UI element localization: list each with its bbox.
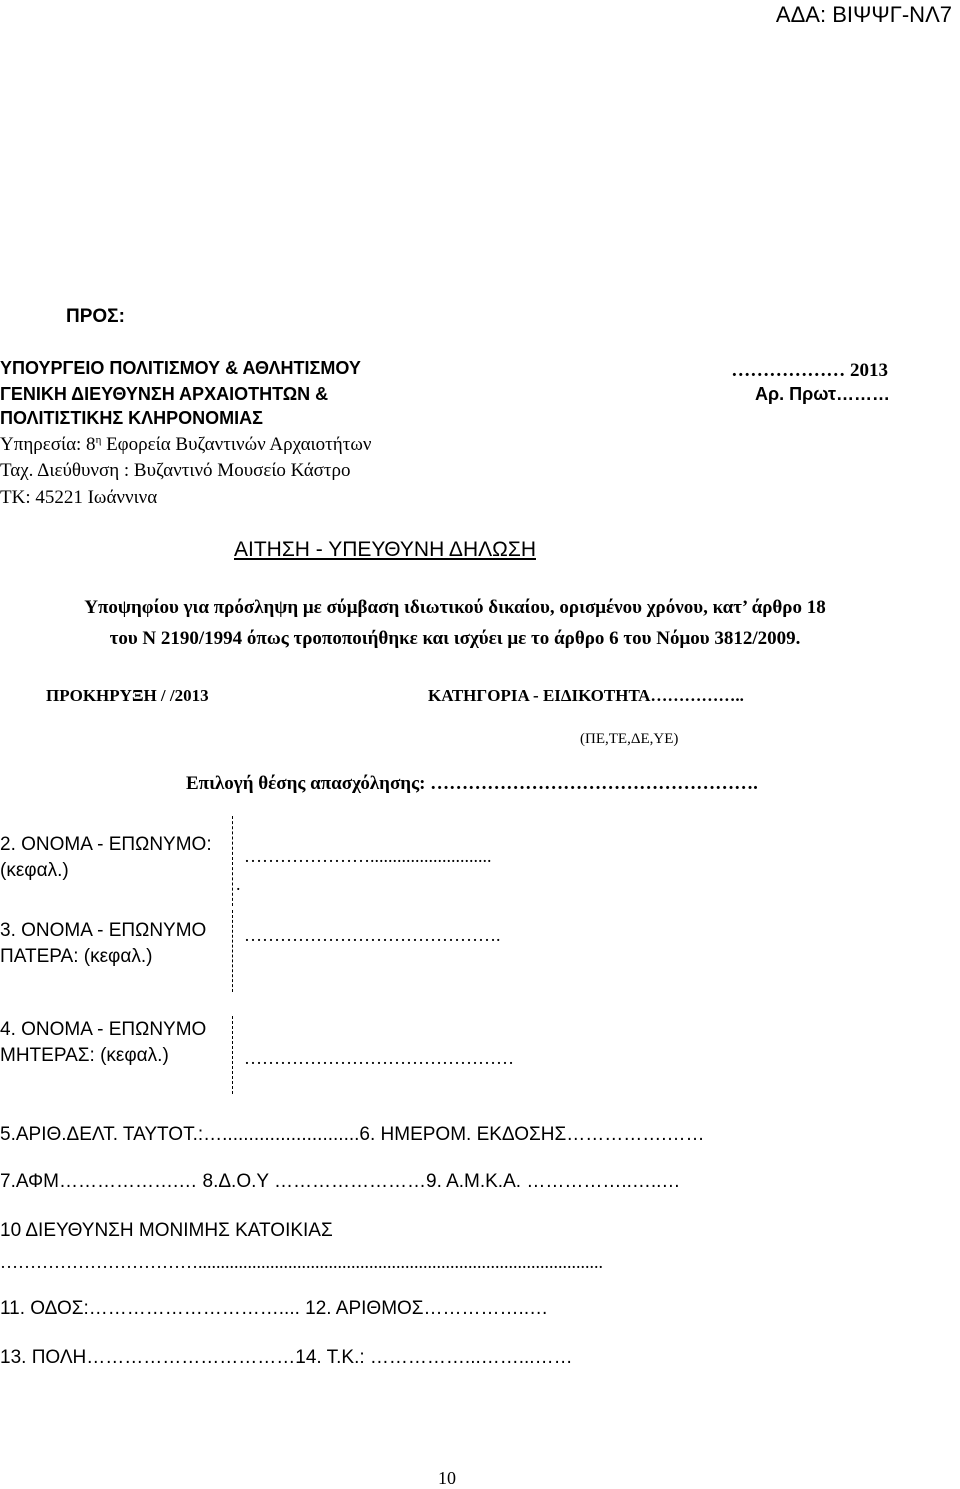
permanent-address-field: …………………………….......................................................................................... <box>0 1252 603 1272</box>
recipient-directorate-cont: ΠΟΛΙΤΙΣΤΙΚΗΣ ΚΛΗΡΟΝΟΜΙΑΣ <box>0 408 263 428</box>
category-hint: (ΠΕ,ΤΕ,ΔΕ,ΥΕ) <box>580 731 679 747</box>
document-title: ΑΙΤΗΣΗ - ΥΠΕΥΘΥΝΗ ΔΗΛΩΣΗ <box>233 538 536 561</box>
recipient-service-suffix: Εφορεία Βυζαντινών Αρχαιοτήτων <box>101 434 372 455</box>
permanent-address-label: 10 ΔΙΕΥΘΥΝΣΗ ΜΟΝΙΜΗΣ ΚΑΤΟΙΚΙΑΣ <box>0 1220 333 1241</box>
position-selection-field: Επιλογή θέσης απασχόλησης: ……………………………………………. <box>186 773 758 794</box>
procurement-label: ΠΡΟΚΗΡΥΞΗ / /2013 <box>46 686 209 705</box>
recipient-service <box>0 434 371 456</box>
full-name-label: 2. ΟΝΟΜΑ - ΕΠΩΝΥΜΟ: (κεφαλ.) <box>0 834 212 881</box>
ada-code: ΑΔΑ: ΒΙΨΨΓ-ΝΛ7 <box>775 2 952 27</box>
recipient-service-sup: η <box>95 434 102 446</box>
mother-name-field: ……………………………………… <box>244 1048 514 1068</box>
intro-line-1: Υποψηφίου για πρόσληψη με σύμβαση ιδιωτικού δικαίου, ορισμένου χρόνου, κατ’ άρθρο 18 <box>84 597 826 618</box>
field-divider <box>232 1016 233 1094</box>
id-card-row: 5.ΑΡΙΘ.ΔΕΛΤ. ΤΑΥΤΟΤ.:…..........................6. ΗΜΕΡΟΜ. ΕΚΔΟΣΗΣ…………….…… <box>0 1124 705 1145</box>
full-name-field-tail: . <box>236 874 241 894</box>
field-divider <box>232 816 233 906</box>
page-number: 10 <box>438 1468 456 1488</box>
mother-name-label: 4. ΟΝΟΜΑ - ΕΠΩΝΥΜΟ ΜΗΤΕΡΑΣ: (κεφαλ.) <box>0 1019 207 1066</box>
recipient-address: Ταχ. Διεύθυνση : Βυζαντινό Μουσείο Κάστρο <box>0 460 351 481</box>
father-name-label: 3. ΟΝΟΜΑ - ΕΠΩΝΥΜΟ ΠΑΤΕΡΑ: (κεφαλ.) <box>0 920 207 967</box>
recipient-label: ΠΡΟΣ: <box>66 306 125 327</box>
field-divider <box>232 910 233 992</box>
protocol-number-field: Αρ. Πρωτ……… <box>754 384 890 404</box>
father-name-field: ……………………………………. <box>244 925 501 945</box>
street-row: 11. ΟΔΟΣ:………………………….... 12. ΑΡΙΘΜΟΣ……………..… <box>0 1298 549 1319</box>
recipient-postcode: ΤΚ: 45221 Ιωάννινα <box>0 487 158 508</box>
recipient-ministry: ΥΠΟΥΡΓΕΙΟ ΠΟΛΙΤΙΣΜΟΥ & ΑΘΛΗΤΙΣΜΟΥ <box>0 358 361 378</box>
category-label: ΚΑΤΗΓΟΡΙΑ - ΕΙΔΙΚΟΤΗΤΑ…………….. <box>428 686 744 705</box>
intro-line-2: του Ν 2190/1994 όπως τροποποιήθηκε και ισχύει με το άρθρο 6 του Νόμου 3812/2009. <box>109 628 801 649</box>
full-name-field: …………………........................... <box>244 846 492 866</box>
date-field: ……………… 2013 <box>731 360 888 381</box>
recipient-service-prefix: Υπηρεσία: 8 <box>0 434 96 455</box>
recipient-directorate: ΓΕΝΙΚΗ ΔΙΕΥΘΥΝΣΗ ΑΡΧΑΙΟΤΗΤΩΝ & <box>0 384 329 404</box>
city-row: 13. ΠΟΛΗ……………………………14. Τ.Κ.: ……………...……...…… <box>0 1347 573 1368</box>
tax-info-row: 7.ΑΦΜ……………….… 8.Δ.Ο.Υ ……………………9. Α.Μ.Κ.Α. ……………..…..… <box>0 1171 681 1192</box>
